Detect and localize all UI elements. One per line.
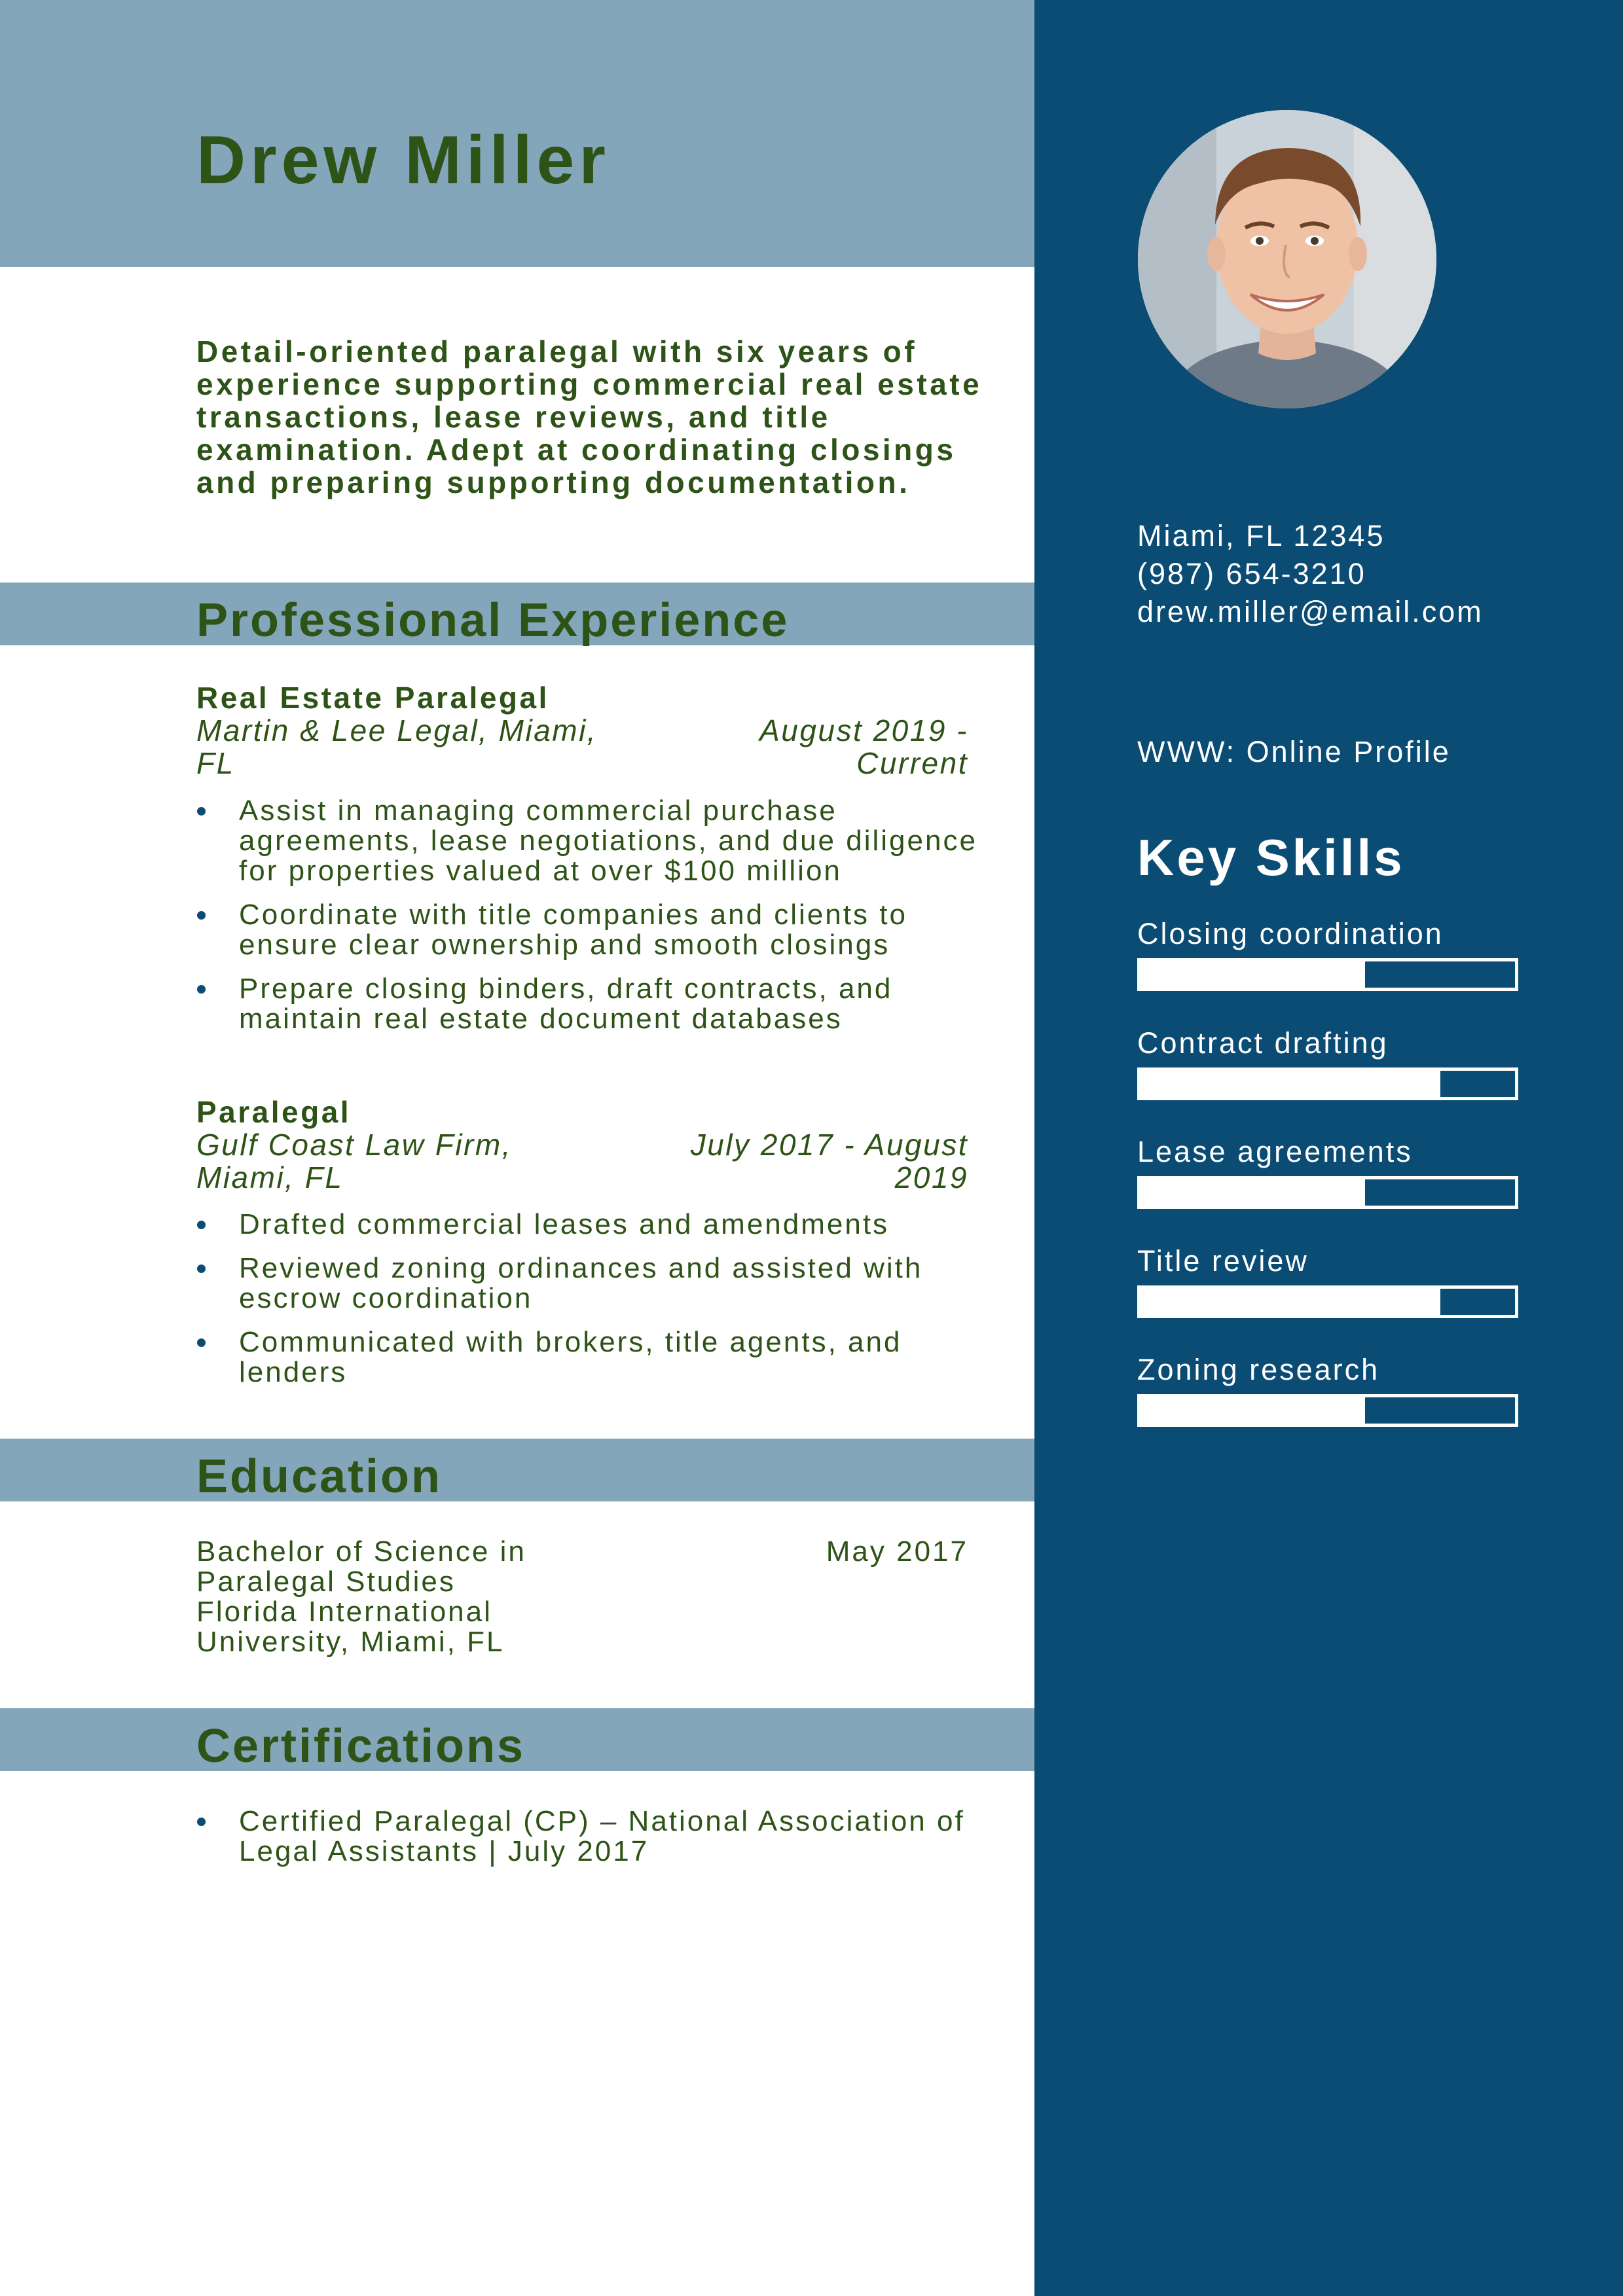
skill-bar [1137,1394,1518,1427]
list-item [196,1210,1015,1240]
skill-bar [1137,1176,1518,1209]
bullet-icon [197,911,206,920]
contact-website[interactable]: WWW: Online Profile [1137,735,1451,768]
skill-label: Closing coordination [1137,917,1444,950]
bullet-text: Prepare closing binders, draft contracts, and maintain real estate document databases [239,973,893,1035]
education-heading: Education [196,1450,443,1503]
list-item [196,1253,1015,1314]
skill-bar-fill [1140,1071,1440,1097]
skill-bar [1137,958,1518,991]
profile-summary: Detail-oriented paralegal with six years of experience supporting commercial real estate transactions, lease reviews, and title examination. Adept at coordinating closings and preparing supporting documentation. [196,334,983,499]
job-bullets [196,1210,1015,1401]
skill-label: Contract drafting [1137,1026,1389,1060]
contact-email[interactable]: drew.miller@email.com [1137,595,1484,628]
list-item [196,974,1015,1034]
skill-label: Title review [1137,1244,1309,1278]
job-dates: July 2017 - August 2019 [690,1128,968,1194]
job-title: Real Estate Paralegal [196,681,549,715]
skill-label: Lease agreements [1137,1135,1413,1168]
certification-text: Certified Paralegal (CP) – National Association of Legal Assistants | July 2017 [239,1805,965,1867]
certifications-heading: Certifications [196,1720,526,1772]
bullet-text: Drafted commercial leases and amendments [239,1208,890,1240]
job-title: Paralegal [196,1095,352,1129]
job-company: Martin & Lee Legal, Miami, FL [196,713,598,780]
bullet-text: Communicated with brokers, title agents, and lenders [239,1326,902,1388]
list-item [196,900,1015,960]
skill-bar-fill [1140,1289,1440,1315]
bullet-icon [197,807,206,816]
experience-heading: Professional Experience [196,594,790,647]
bullet-icon [197,1265,206,1273]
bullet-text: Assist in managing commercial purchase agreements, lease negotiations, and due diligence for properties valued at over $100 million [239,795,977,887]
contact-address: Miami, FL 12345 [1137,519,1385,552]
bullet-icon [197,1221,206,1229]
skill-bar [1137,1067,1518,1100]
skill-bar-fill [1140,1397,1365,1424]
candidate-name: Drew Miller [196,122,610,198]
skills-heading: Key Skills [1137,829,1405,886]
list-item [196,1806,1015,1867]
bullet-icon [197,1338,206,1347]
job-company: Gulf Coast Law Firm, Miami, FL [196,1128,512,1194]
bullet-text: Reviewed zoning ordinances and assisted with escrow coordination [239,1252,923,1314]
education-details [196,1537,615,1657]
certification-list [196,1806,1015,1880]
list-item [196,796,1015,886]
avatar-icon [1138,110,1436,408]
school: Florida International University, Miami, FL [196,1596,505,1658]
bullet-text: Coordinate with title companies and clients to ensure clear ownership and smooth closings [239,899,907,961]
list-item [196,1327,1015,1388]
skill-bar-fill [1140,961,1365,988]
education-date: May 2017 [826,1535,968,1568]
profile-photo [1138,110,1436,408]
contact-phone: (987) 654-3210 [1137,557,1366,590]
skill-label: Zoning research [1137,1353,1380,1386]
bullet-icon [197,985,206,994]
job-bullets [196,796,1015,1048]
skill-bar [1137,1285,1518,1318]
skill-bar-fill [1140,1179,1365,1206]
bullet-icon [197,1818,206,1826]
education-section-band [0,1439,1034,1501]
job-dates: August 2019 - Current [759,713,968,780]
degree: Bachelor of Science in Paralegal Studies [196,1535,526,1598]
